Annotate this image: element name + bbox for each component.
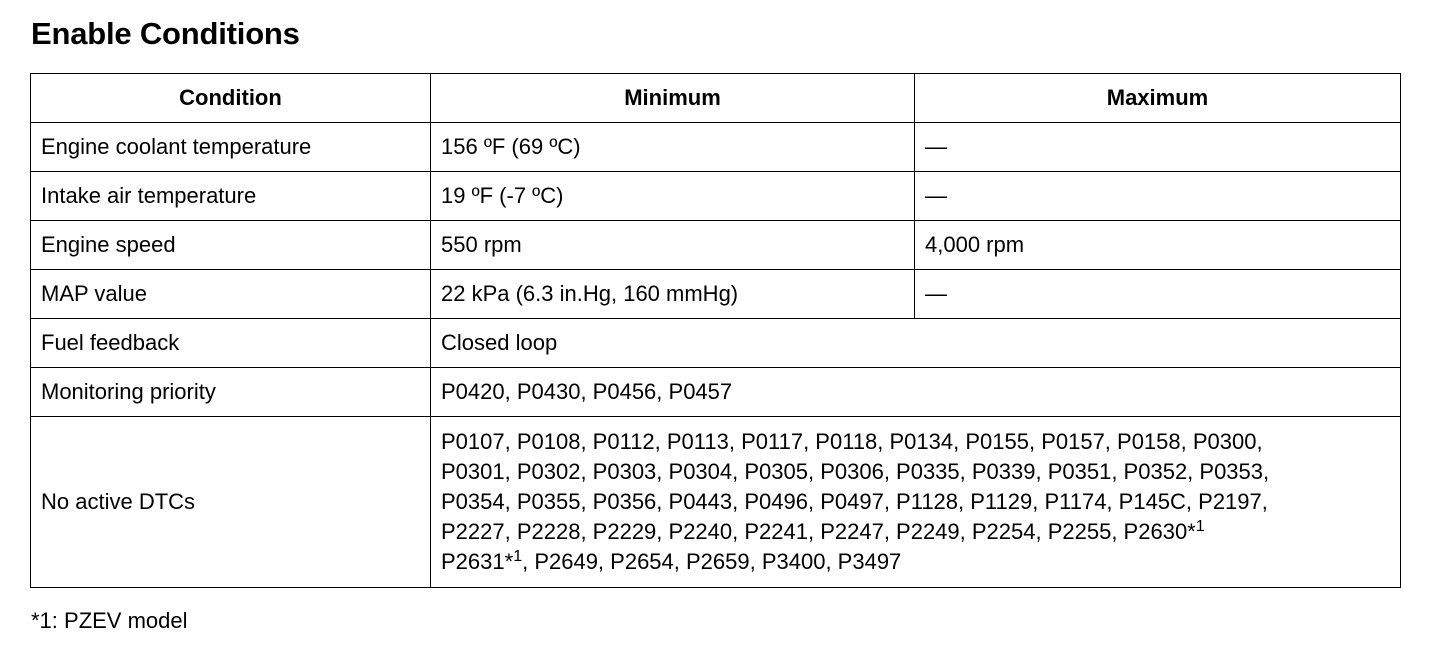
- dtc-line-text: P2227, P2228, P2229, P2240, P2241, P2247, P2249, P2254, P2255, P2630*: [441, 519, 1196, 544]
- column-header-condition: Condition: [31, 74, 431, 123]
- condition-cell: Engine coolant temperature: [31, 123, 431, 172]
- enable-conditions-table: [30, 73, 1401, 588]
- minimum-cell: 156 ºF (69 ºC): [431, 123, 915, 172]
- minimum-cell: 550 rpm: [431, 221, 915, 270]
- condition-cell: MAP value: [31, 270, 431, 319]
- maximum-cell: —: [915, 172, 1401, 221]
- maximum-cell: —: [915, 270, 1401, 319]
- table-row: [31, 368, 1401, 417]
- footnote-marker: 1: [513, 548, 523, 565]
- dtc-line: [441, 547, 1390, 577]
- dtc-list-cell: [431, 417, 1401, 588]
- dtc-code: P2631*: [441, 549, 514, 574]
- table-row: [31, 319, 1401, 368]
- column-header-maximum: Maximum: [915, 74, 1401, 123]
- minimum-cell: 22 kPa (6.3 in.Hg, 160 mmHg): [431, 270, 915, 319]
- value-cell: Closed loop: [431, 319, 1401, 368]
- condition-cell: No active DTCs: [31, 417, 431, 588]
- maximum-cell: —: [915, 123, 1401, 172]
- minimum-cell: 19 ºF (-7 ºC): [431, 172, 915, 221]
- page-title: Enable Conditions: [31, 16, 300, 51]
- condition-cell: Intake air temperature: [31, 172, 431, 221]
- table-header-row: [31, 74, 1401, 123]
- table-row: [31, 270, 1401, 319]
- condition-cell: Monitoring priority: [31, 368, 431, 417]
- dtc-line: P0354, P0355, P0356, P0443, P0496, P0497, P1128, P1129, P1174, P145C, P2197,: [441, 489, 1268, 514]
- table-row: [31, 221, 1401, 270]
- dtc-line: P0301, P0302, P0303, P0304, P0305, P0306, P0335, P0339, P0351, P0352, P0353,: [441, 459, 1270, 484]
- maximum-cell: 4,000 rpm: [915, 221, 1401, 270]
- table-row: [31, 172, 1401, 221]
- table-row: [31, 123, 1401, 172]
- dtc-line: [441, 517, 1390, 547]
- value-cell: P0420, P0430, P0456, P0457: [431, 368, 1401, 417]
- dtc-line-text: , P2649, P2654, P2659, P3400, P3497: [522, 549, 902, 574]
- footnote-marker: 1: [1195, 518, 1205, 535]
- footnote: *1: PZEV model: [31, 608, 188, 633]
- column-header-minimum: Minimum: [431, 74, 915, 123]
- condition-cell: Engine speed: [31, 221, 431, 270]
- table-row: [31, 417, 1401, 588]
- dtc-line: P0107, P0108, P0112, P0113, P0117, P0118, P0134, P0155, P0157, P0158, P0300,: [441, 429, 1263, 454]
- condition-cell: Fuel feedback: [31, 319, 431, 368]
